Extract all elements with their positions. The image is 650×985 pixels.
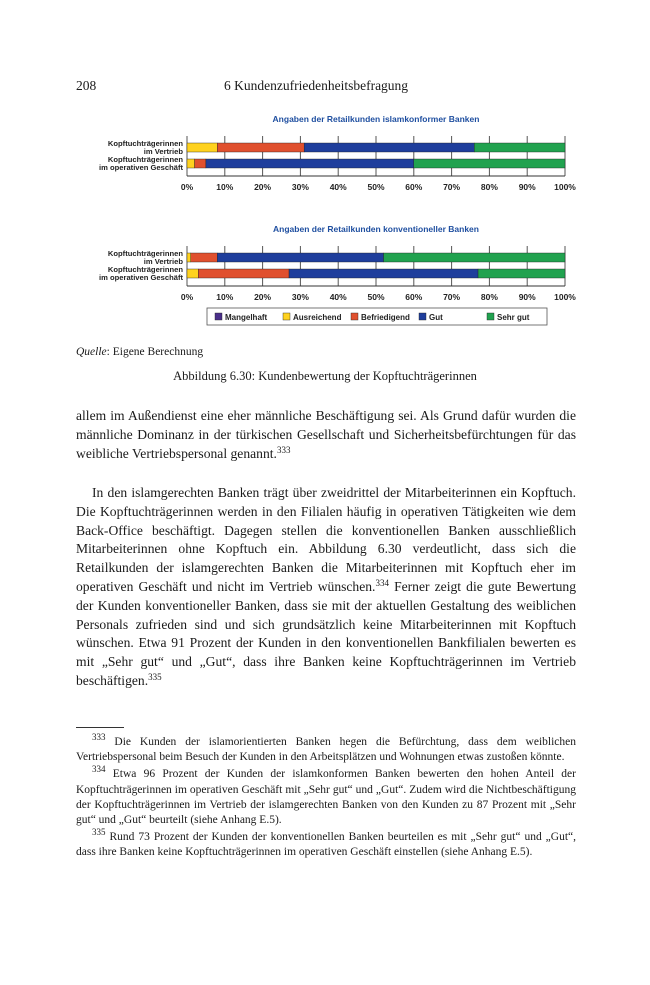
footnote-number: 335 xyxy=(92,827,106,838)
footnote-text: Rund 73 Prozent der Kunden der konventionellen Banken beurteilen es mit „Sehr gut“ und „Gut“, dass ihre Banken keine Kopftuchträgerinnen im operativen Geschäft einstellen (siehe Anhang E.5). xyxy=(76,831,576,859)
category-label: Kopftuchträgerinnen xyxy=(107,249,183,258)
x-tick-label: 60% xyxy=(405,182,423,192)
legend-swatch xyxy=(487,313,494,320)
x-tick-label: 10% xyxy=(216,292,234,302)
x-tick-label: 100% xyxy=(554,182,576,192)
x-tick-label: 0% xyxy=(180,182,194,192)
bar-gut xyxy=(206,159,414,168)
x-tick-label: 20% xyxy=(254,292,272,302)
category-label: im Vertrieb xyxy=(143,257,183,266)
x-tick-label: 50% xyxy=(367,292,385,302)
x-tick-label: 30% xyxy=(291,182,309,192)
figure-charts xyxy=(76,108,576,340)
x-tick-label: 100% xyxy=(554,292,576,302)
legend-swatch xyxy=(351,313,358,320)
x-tick-label: 90% xyxy=(518,182,536,192)
footnote-text: Etwa 96 Prozent der Kunden der islamkonformen Banken bewerten den hohen Anteil der Kopftuchträgerinnen im operativen Geschäft mit „Sehr gut“ und „Gut“. Zudem wird die Nichtbeschäftigung der Kopftuchträgerinnen im Vertrieb der islamgerechten Banken von den Kunden zu 87 Prozent mit „Sehr gut“ und „Gut“ beurteilt (siehe Anhang E.5). xyxy=(76,768,576,827)
legend-swatch xyxy=(283,313,290,320)
x-tick-label: 30% xyxy=(291,292,309,302)
paragraph-2-text-b: Ferner zeigt die gute Bewertung der Kunden konventioneller Banken, dass sie mit der aktuellen Gestaltung des weiblichen Personals zufrieden sind und sich grundsätzlich keine Mitarbeiterinnen mit Kopftuch wünschen. Etwa 91 Prozent der Kunden in den konventionellen Bankfilialen bewerten es mit „Sehr gut“ und „Gut“, dass ihre Banken keine Kopftuchträgerinnen im Vertrieb beschäftigen. xyxy=(76,578,576,688)
paragraph-2 xyxy=(76,484,576,691)
footnote-335 xyxy=(76,827,576,860)
bar-gut xyxy=(217,253,383,262)
bar-gut xyxy=(289,269,478,278)
x-tick-label: 0% xyxy=(180,292,194,302)
chapter-title: 6 Kundenzufriedenheitsbefragung xyxy=(224,78,409,93)
page-header xyxy=(76,78,576,94)
bar-ausreichend xyxy=(187,143,217,152)
footnote-ref-335: 335 xyxy=(148,671,162,682)
bar-sehr-gut xyxy=(384,253,565,262)
footnote-separator xyxy=(76,727,124,728)
bar-befriedigend xyxy=(195,159,206,168)
legend-label: Mangelhaft xyxy=(225,313,268,322)
footnote-number: 333 xyxy=(92,732,106,742)
x-tick-label: 80% xyxy=(480,182,498,192)
figure-caption: Abbildung 6.30: Kundenbewertung der Kopftuchträgerinnen xyxy=(173,369,477,383)
x-tick-label: 40% xyxy=(329,182,347,192)
category-label: Kopftuchträgerinnen xyxy=(107,265,183,274)
legend-swatch xyxy=(215,313,222,320)
category-label: im Vertrieb xyxy=(143,147,183,156)
paragraph-1 xyxy=(76,407,576,463)
paragraph-1-text: allem im Außendienst eine eher männliche Beschäftigung sei. Als Grund dafür wurden die männliche Dominanz in der türkischen Gesellschaft und Sicherheitsbefürchtungen für das weibliche Vertriebspersonal genannt. xyxy=(76,408,576,461)
source-label: Quelle xyxy=(76,346,107,358)
bar-sehr-gut xyxy=(478,269,565,278)
footnote-ref-334: 334 xyxy=(375,577,389,588)
bar-ausreichend xyxy=(187,253,191,262)
x-tick-label: 80% xyxy=(480,292,498,302)
footnote-text: Die Kunden der islamorientierten Banken hegen die Befürchtung, dass dem weiblichen Vertriebspersonal beim Besuch der Kunden in den Arbeitsplätzen und Wohnungen etwas zustoßen könnte. xyxy=(76,736,576,764)
footnote-333 xyxy=(76,732,576,765)
x-tick-label: 20% xyxy=(254,182,272,192)
x-tick-label: 70% xyxy=(443,292,461,302)
bar-gut xyxy=(304,143,474,152)
category-label: Kopftuchträgerinnen xyxy=(107,139,183,148)
x-tick-label: 60% xyxy=(405,292,423,302)
x-tick-label: 90% xyxy=(518,292,536,302)
bar-ausreichend xyxy=(187,159,195,168)
x-tick-label: 40% xyxy=(329,292,347,302)
page-number: 208 xyxy=(76,78,97,93)
legend-label: Befriedigend xyxy=(361,313,410,322)
bar-sehr-gut xyxy=(474,143,565,152)
footnote-number: 334 xyxy=(92,764,106,775)
x-tick-label: 70% xyxy=(443,182,461,192)
paragraph-2-text-a: In den islamgerechten Banken trägt über zweidrittel der Mitarbeiterinnen ein Kopftuch. Die Kopftuchträgerinnen werden in den Filialen häufig in operativen Tätigkeiten wie dem Back-Office beschäftigt. Dagegen stellen die konventionellen Banken ausschließlich Mitarbeiterinnen ohne Kopftuch ein. Abbildung 6.30 verdeutlicht, dass sich die Retailkunden der islamgerechten Banken die Mitarbeiterinnen mit Kopftuch eher im operativen Geschäft und nicht im Vertrieb wünschen. xyxy=(76,485,576,594)
x-tick-label: 10% xyxy=(216,182,234,192)
bar-ausreichend xyxy=(187,269,198,278)
bar-sehr-gut xyxy=(414,159,565,168)
chart-1-title: Angaben der Retailkunden islamkonformer Banken xyxy=(272,114,480,124)
category-label: Kopftuchträgerinnen xyxy=(107,155,183,164)
bar-befriedigend xyxy=(191,253,217,262)
footnote-334 xyxy=(76,764,576,828)
chart-2-title: Angaben der Retailkunden konventioneller Banken xyxy=(273,224,479,234)
bar-befriedigend xyxy=(217,143,304,152)
legend-label: Sehr gut xyxy=(497,313,530,322)
legend-label: Gut xyxy=(429,313,443,322)
legend-swatch xyxy=(419,313,426,320)
figure-source xyxy=(76,346,203,358)
bar-befriedigend xyxy=(198,269,289,278)
legend-label: Ausreichend xyxy=(293,313,342,322)
x-tick-label: 50% xyxy=(367,182,385,192)
footnote-ref-333: 333 xyxy=(276,444,291,455)
footnotes xyxy=(76,732,576,863)
source-text: : Eigene Berechnung xyxy=(106,346,204,358)
category-label: im operativen Geschäft xyxy=(99,163,183,172)
category-label: im operativen Geschäft xyxy=(99,273,183,282)
